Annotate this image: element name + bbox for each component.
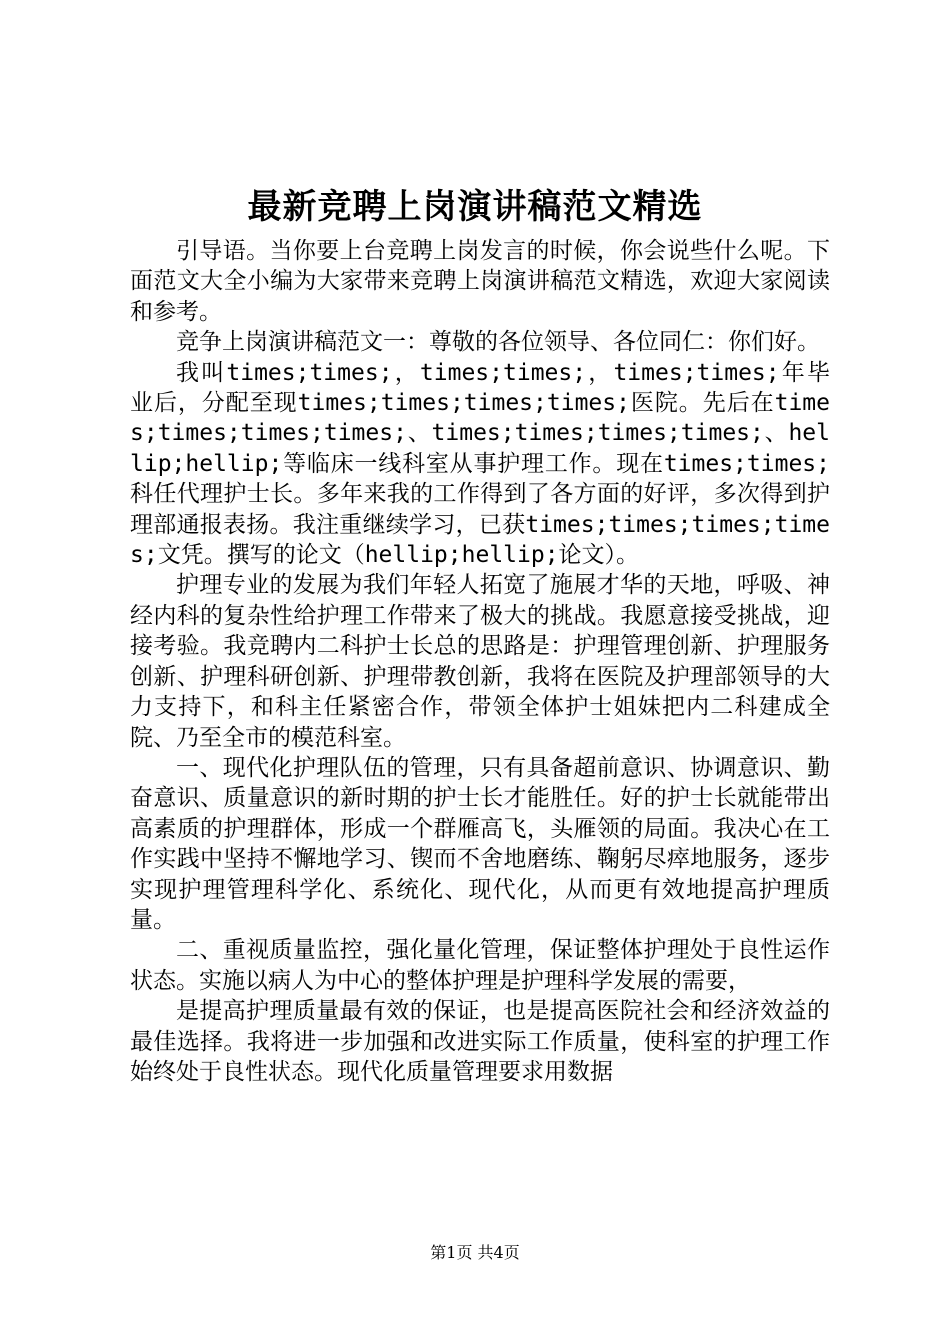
paragraph: 是提高护理质量最有效的保证，也是提高医院社会和经济效益的最佳选择。我将进一步加强和改进实际工作质量，使科室的护理工作始终处于良性状态。现代化质量管理要求用数据 xyxy=(130,998,830,1085)
paragraph: 引导语。当你要上台竞聘上岗发言的时候，你会说些什么呢。下面范文大全小编为大家带来竞聘上岗演讲稿范文精选，欢迎大家阅读和参考。 xyxy=(130,238,830,325)
paragraph: 护理专业的发展为我们年轻人拓宽了施展才华的天地，呼吸、神经内科的复杂性给护理工作带来了极大的挑战。我愿意接受挑战，迎接考验。我竞聘内二科护士长总的思路是：护理管理创新、护理服务创新、护理科研创新、护理带教创新，我将在医院及护理部领导的大力支持下，和科主任紧密合作，带领全体护士姐妹把内二科建成全院、乃至全市的模范科室。 xyxy=(130,572,830,751)
page-footer: 第1页 共4页 xyxy=(430,1243,520,1262)
paragraph: 二、重视质量监控，强化量化管理，保证整体护理处于良性运作状态。实施以病人为中心的整体护理是护理科学发展的需要， xyxy=(130,937,830,994)
document-body xyxy=(130,236,830,1087)
paragraph: 一、现代化护理队伍的管理，只有具备超前意识、协调意识、勤奋意识、质量意识的新时期的护士长才能胜任。好的护士长就能带出高素质的护理群体，形成一个群雁高飞，头雁领的局面。我决心在工作实践中坚持不懈地学习、锲而不舍地磨练、鞠躬尽瘁地服务，逐步实现护理管理科学化、系统化、现代化，从而更有效地提高护理质量。 xyxy=(130,754,830,933)
paragraph: 我叫times;times;，times;times;，times;times;年毕业后，分配至现times;times;times;times;医院。先后在times;times;times;times;、times;times;times;times;、hellip;hellip;等临床一线科室从事护理工作。现在times;times;科任代理护士长。多年来我的工作得到了各方面的好评，多次得到护理部通报表扬。我注重继续学习，已获times;times;times;times;文凭。撰写的论文（hellip;hellip;论文）。 xyxy=(130,359,830,569)
paragraph: 竞争上岗演讲稿范文一：尊敬的各位领导、各位同仁：你们好。 xyxy=(176,329,820,356)
document-title: 最新竞聘上岗演讲稿范文精选 xyxy=(247,187,703,227)
